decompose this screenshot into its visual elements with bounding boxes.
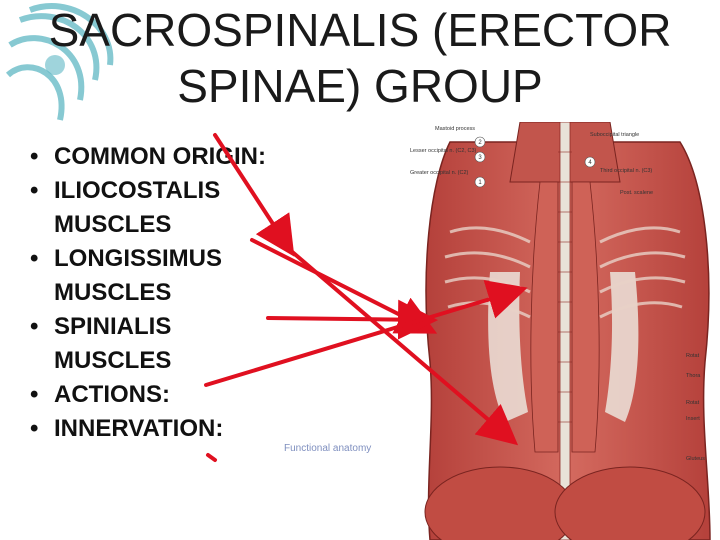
label-thora: Thora — [686, 373, 701, 379]
label-suboccipital: Suboccipital triangle — [590, 132, 640, 138]
bullet-common-origin — [30, 140, 290, 174]
bullet-text: • SPINIALIS — [54, 313, 172, 340]
bullet-text: MUSCLES — [54, 279, 172, 306]
arrow-longissimus — [268, 318, 430, 320]
bullet-actions — [30, 378, 290, 412]
label-rotat-2: Rotat — [686, 400, 700, 406]
bullet-text: • COMMON ORIGIN: — [54, 143, 266, 170]
bullet-text: MUSCLES — [54, 211, 172, 238]
label-gluteus: Gluteus — [686, 456, 705, 462]
bullet-spinialis — [30, 310, 290, 378]
bullet-text: • LONGISSIMUS — [54, 245, 223, 272]
bullet-text: • ACTIONS: — [54, 381, 170, 408]
label-post-scalene: Post. scalene — [620, 190, 654, 196]
circled-number: 1 — [478, 180, 482, 186]
title-line-2: SPINAE) GROUP — [177, 60, 543, 112]
circled-number: 3 — [478, 155, 482, 161]
bullet-text: • ILIOCOSTALIS — [54, 177, 221, 204]
label-lesser-occipital: Lesser occipital n. (C2, C3) — [410, 148, 477, 154]
arrow-innervation — [208, 455, 215, 460]
bullet-text: • INNERVATION: — [54, 415, 224, 442]
bullet-list — [30, 140, 290, 446]
bullet-longissimus — [30, 242, 290, 310]
circled-number: 4 — [588, 160, 592, 166]
title-line-1: SACROSPINALIS (ERECTOR — [48, 4, 672, 56]
label-mastoid: Mastoid process — [435, 126, 476, 132]
bullet-innervation — [30, 412, 290, 446]
label-rotat-1: Rotat — [686, 353, 700, 359]
label-insert: Insert — [686, 416, 700, 422]
bullet-text: MUSCLES — [54, 347, 172, 374]
back-muscles-illustration — [410, 122, 720, 540]
label-greater-occipital: Greater occipital n. (C2) — [410, 170, 469, 176]
label-third-occipital: Third occipital n. (C3) — [600, 168, 653, 174]
functional-anatomy-link[interactable]: Functional anatomy — [284, 443, 372, 454]
circled-number: 2 — [478, 140, 482, 146]
bullet-iliocostalis — [30, 174, 290, 242]
slide-title — [20, 2, 700, 114]
